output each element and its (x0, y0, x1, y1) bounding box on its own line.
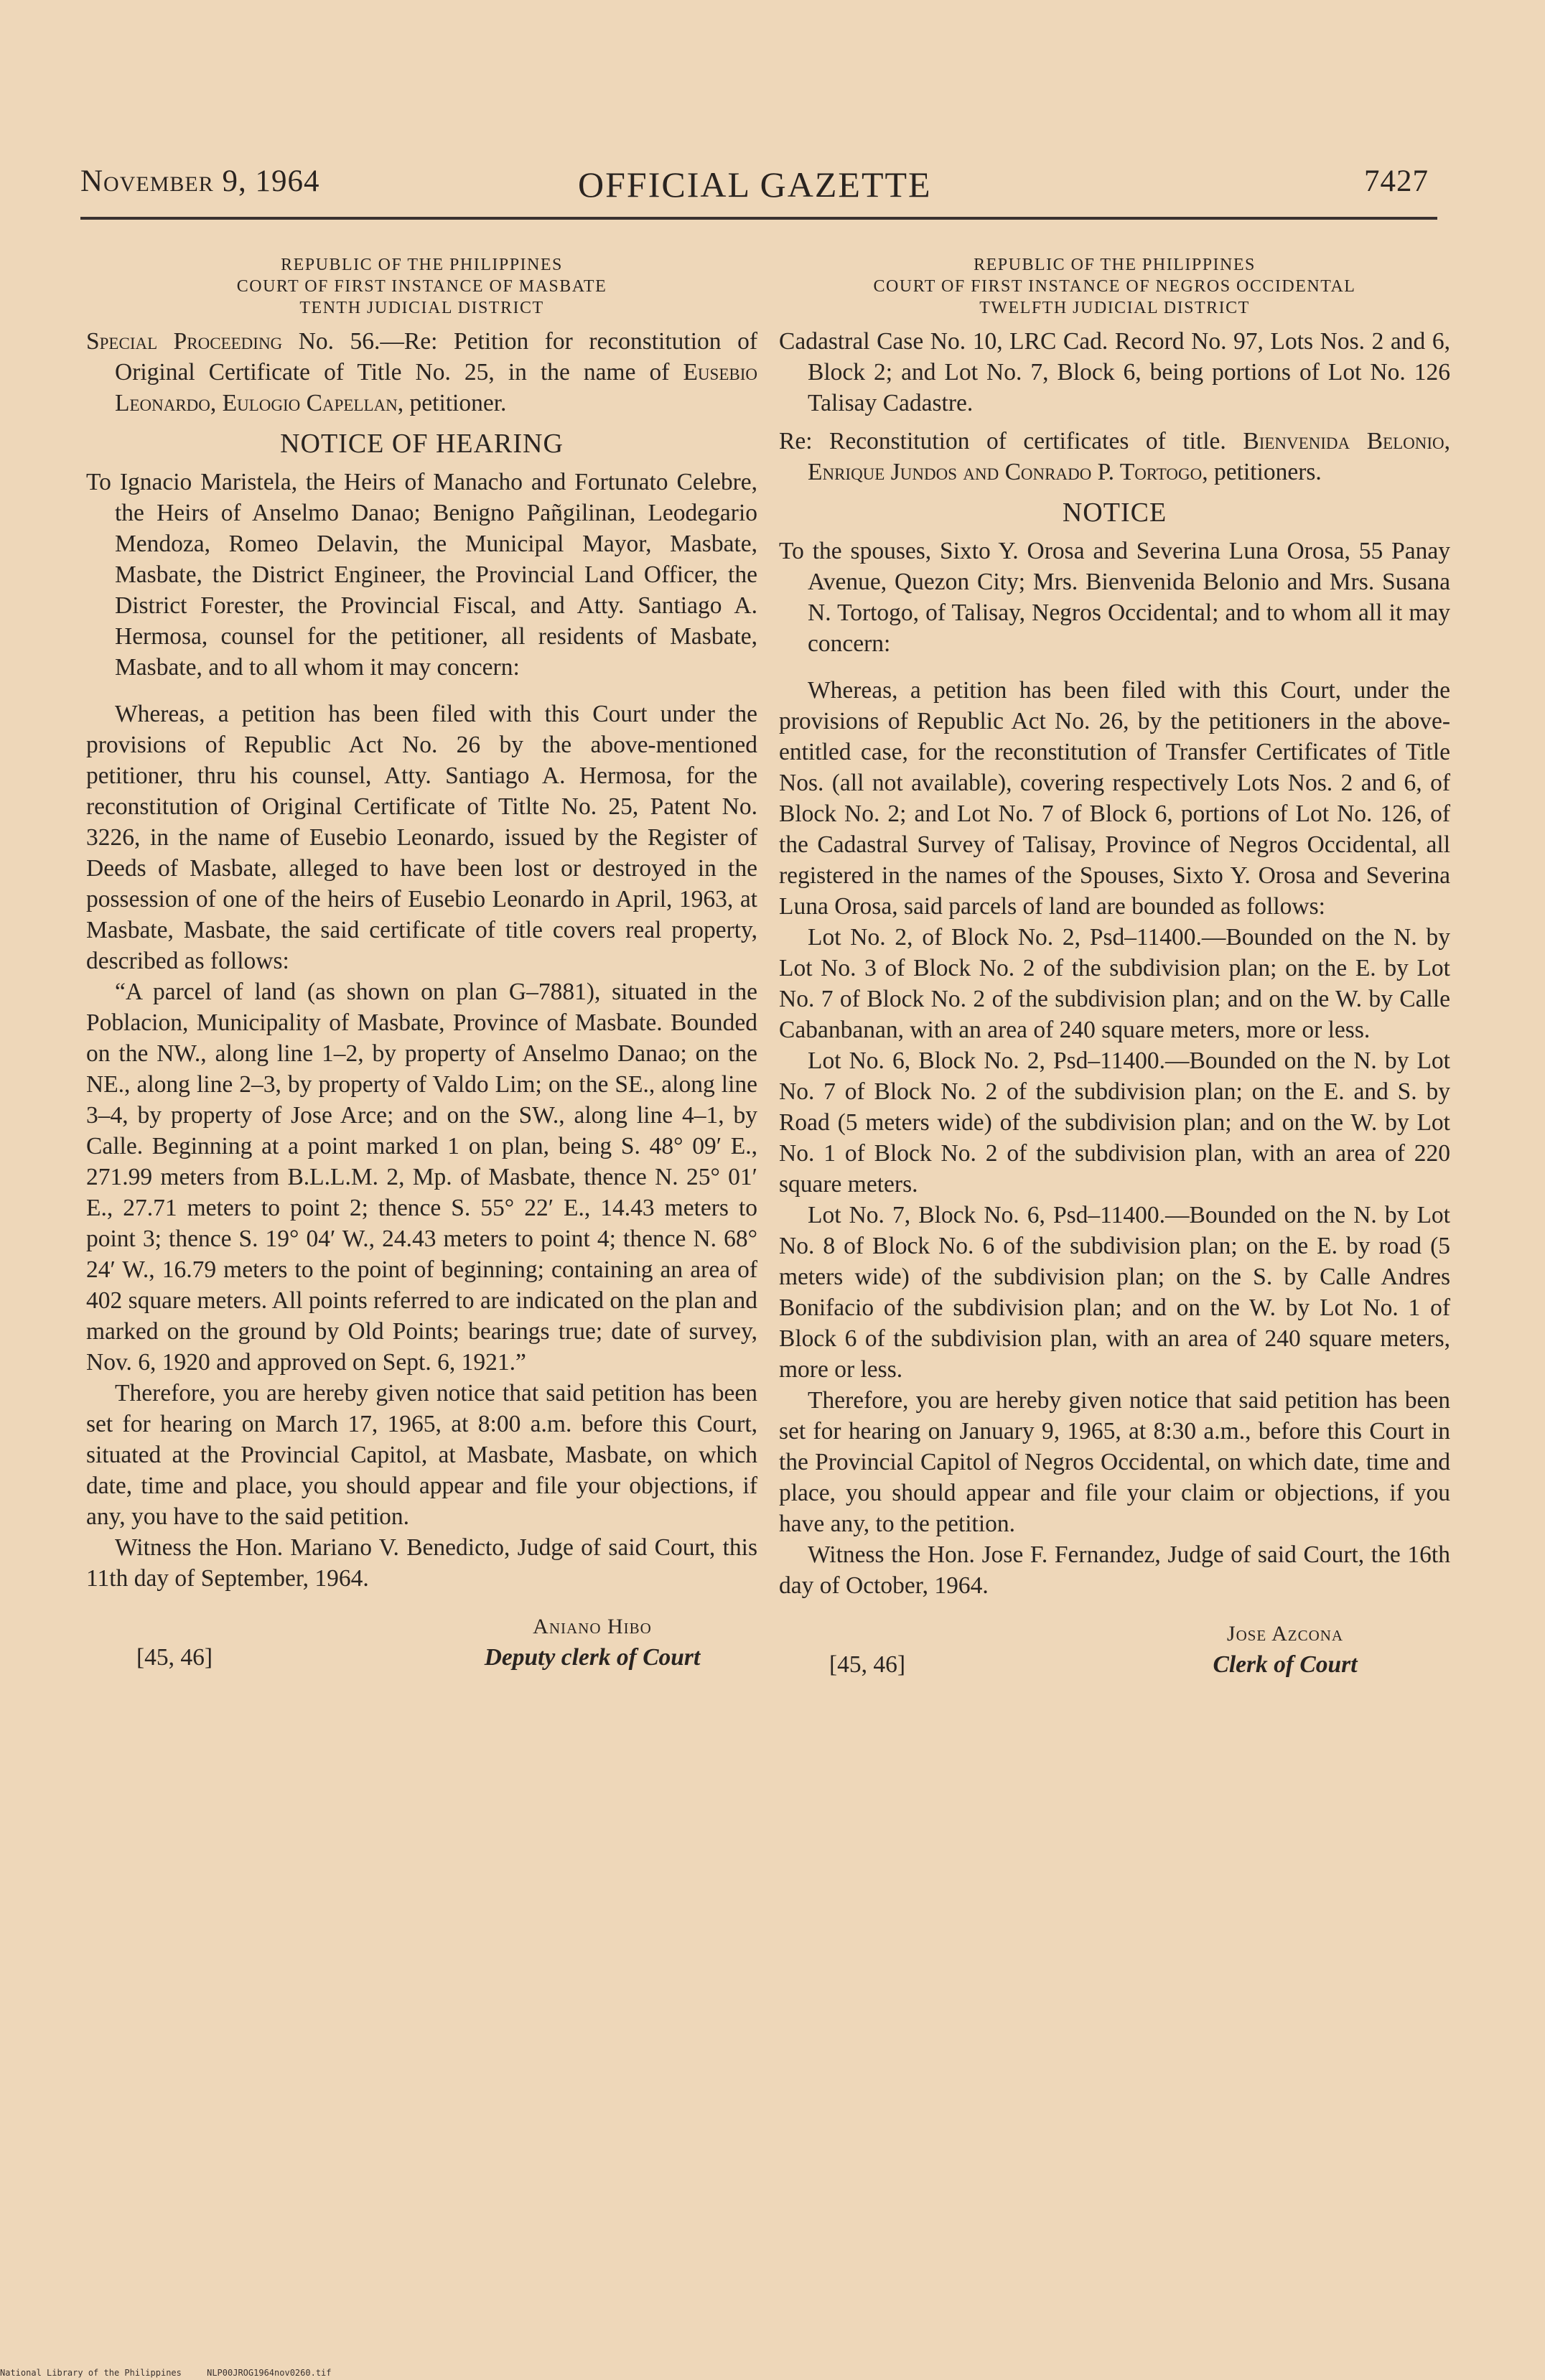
paragraph: Lot No. 6, Block No. 2, Psd–11400.—Bounded on the N. by Lot No. 7 of Block No. 2 of the subdivision plan; on the E. and S. by Road (5 meters wide) of the subdivision plan; and on the W. by Lot No. 1 of Block No. 2 of the subdivision plan, with an area of 220 square meters. (779, 1047, 1450, 1198)
paragraph: Lot No. 7, Block No. 6, Psd–11400.—Bounded on the N. by Lot No. 8 of Block No. 6 of the subdivision plan; on the E. by road (5 meters wide) of the subdivision plan; on the S. by Calle Andres Bonifacio of the subdivision plan; and on the W. by Lot No. 1 of Block 6 of the subdivision plan, with an area of 240 square meters, more or less. (779, 1202, 1450, 1383)
signatory-name: Aniano Hibo (533, 1615, 652, 1638)
re-names: Bienvenida Belonio, Enrique Jundos and Conrado P. Tortogo (808, 428, 1450, 485)
caption-end: , petitioner. (397, 390, 507, 416)
footer-library: National Library of the Philippines (0, 2368, 182, 2378)
re-line (779, 426, 1450, 487)
paragraph: “A parcel of land (as shown on plan G–7881), situated in the Poblacion, Municipality of Masbate, Province of Masbate. Bounded on the NW., along line 1–2, by property of Anselmo Danao; on the NE., along line 2–3, by property of Valdo Lim; on the SE., along line 3–4, by property of Jose Arce; and on the SW., along line 4–1, by Calle. Beginning at a point marked 1 on plan, being S. 48° 09′ E., 271.99 meters from B.L.L.M. 2, Mp. of Masbate, thence N. 25° 01′ E., 27.71 meters to point 2; thence S. 55° 22′ E., 14.43 meters to point 3; thence S. 19° 04′ W., 24.43 meters to point 4; thence N. 68° 24′ W., 16.79 meters to the point of beginning; containing an area of 402 square meters. All points referred to are indicated on the plan and marked on the ground by Old Points; bearings true; date of survey, Nov. 6, 1920 and approved on Sept. 6, 1921.” (86, 979, 757, 1376)
signatory (427, 1611, 757, 1673)
court-line: TWELFTH JUDICIAL DISTRICT (979, 299, 1250, 317)
court-line: COURT OF FIRST INSTANCE OF MASBATE (236, 277, 607, 296)
paragraph: Therefore, you are hereby given notice that said petition has been set for hearing on January 9, 1965, at 8:30 a.m., before this Court in the Provincial Capitol of Negros Occidental, on which date, time and place, you should appear and file your claim or objections, if you have any, to the petition. (779, 1387, 1450, 1537)
court-line: TENTH JUDICIAL DISTRICT (299, 299, 544, 317)
reference-number: [45, 46] (136, 1644, 213, 1671)
court-heading (779, 254, 1450, 319)
addressees: To the spouses, Sixto Y. Orosa and Severina Luna Orosa, 55 Panay Avenue, Quezon City; Mrs. Bienvenida Belonio and Mrs. Susana N. Tortogo, of Talisay, Negros Occidental; and to whom all it may concern: (779, 538, 1450, 657)
re-text: Re: Reconstitution of certificates of title. (779, 428, 1243, 454)
notice-title: NOTICE (1062, 498, 1167, 528)
header-rule (80, 217, 1437, 220)
paragraph: Whereas, a petition has been filed with this Court under the provisions of Republic Act No. 26 by the above-mentioned petitioner, thru his counsel, Atty. Santiago A. Hermosa, for the reconstitution of Original Certificate of Titlte No. 25, Patent No. 3226, in the name of Eusebio Leonardo, issued by the Register of Deeds of Masbate, alleged to have been lost or destroyed in the possession of one of the heirs of Eusebio Leonardo in April, 1963, at Masbate, Masbate, the said certificate of title covers real property, described as follows: (86, 701, 757, 974)
signature-block (86, 1611, 757, 1673)
caption-names: Eusebio Leonardo, Eulogio Capellan (115, 359, 757, 416)
notice-title: NOTICE OF HEARING (280, 429, 564, 459)
paragraph: Lot No. 2, of Block No. 2, Psd–11400.—Bounded on the N. by Lot No. 3 of Block No. 2 of the subdivision plan; on the E. by Lot No. 7 of Block No. 2 of the subdivision plan; and on the W. by Calle Cabanbanan, with an area of 240 square meters, more or less. (779, 924, 1450, 1043)
signatory-title: Deputy clerk of Court (484, 1644, 701, 1671)
scan-footer (0, 2368, 352, 2378)
re-end: , petitioners. (1202, 459, 1322, 485)
addressees: To Ignacio Maristela, the Heirs of Manacho and Fortunato Celebre, the Heirs of Anselmo Danao; Benigno Pañgilinan, Leodegario Mendoza, Romeo Delavin, the Municipal Mayor, Masbate, Masbate, the District Engineer, the Provincial Land Officer, the District Forester, the Provincial Fiscal, and Atty. Santiago A. Hermosa, counsel for the petitioner, all residents of Masbate, Masbate, and to all whom it may concern: (86, 469, 757, 681)
paragraph: Therefore, you are hereby given notice that said petition has been set for hearing on March 17, 1965, at 8:00 a.m. before this Court, situated at the Provincial Capitol, at Masbate, Masbate, on which date, time and place, you should appear and file your objections, if any, you have to the said petition. (86, 1380, 757, 1530)
caption-text: No. 56.—Re: Petition for reconstitution of Original Certificate of Title No. 25, in the name of (115, 328, 757, 386)
paragraph: Whereas, a petition has been filed with this Court, under the provisions of Republic Act No. 26, by the petitioners in the above-entitled case, for the reconstitution of Transfer Certificates of Title Nos. (all not available), covering respectively Lots Nos. 2 and 6, of Block No. 2; and Lot No. 7 of Block 6, portions of Lot No. 126, of the Cadastral Survey of Talisay, Province of Negros Occidental, all registered in the names of the Spouses, Sixto Y. Orosa and Severina Luna Orosa, said parcels of land are bounded as follows: (779, 677, 1450, 920)
header-page-number: 7427 (1364, 164, 1429, 198)
court-line: REPUBLIC OF THE PHILIPPINES (974, 256, 1256, 274)
court-line: REPUBLIC OF THE PHILIPPINES (281, 256, 563, 274)
case-caption: Cadastral Case No. 10, LRC Cad. Record No. 97, Lots Nos. 2 and 6, Block 2; and Lot No. 7, Block 6, being portions of Lot No. 126 Talisay Cadastre. (779, 328, 1450, 416)
signature-block (779, 1618, 1450, 1680)
header-date: November 9, 1964 (80, 164, 320, 198)
case-caption (86, 326, 757, 419)
caption-label: Special Proceeding (86, 328, 283, 355)
footer-file: NLP00JROG1964nov0260.tif (207, 2368, 332, 2378)
reference-number: [45, 46] (829, 1651, 906, 1678)
signatory-name: Jose Azcona (1226, 1622, 1344, 1646)
paragraph: Witness the Hon. Mariano V. Benedicto, Judge of said Court, this 11th day of September, 1964. (86, 1534, 757, 1592)
left-column (86, 254, 757, 1673)
right-column (779, 254, 1450, 1680)
signatory-title: Clerk of Court (1213, 1651, 1358, 1678)
paragraph: Witness the Hon. Jose F. Fernandez, Judge of said Court, the 16th day of October, 1964. (779, 1541, 1450, 1599)
court-line: COURT OF FIRST INSTANCE OF NEGROS OCCIDENTAL (873, 277, 1356, 296)
signatory (1120, 1618, 1450, 1680)
court-heading (86, 254, 757, 319)
header-title: OFFICIAL GAZETTE (578, 164, 932, 205)
